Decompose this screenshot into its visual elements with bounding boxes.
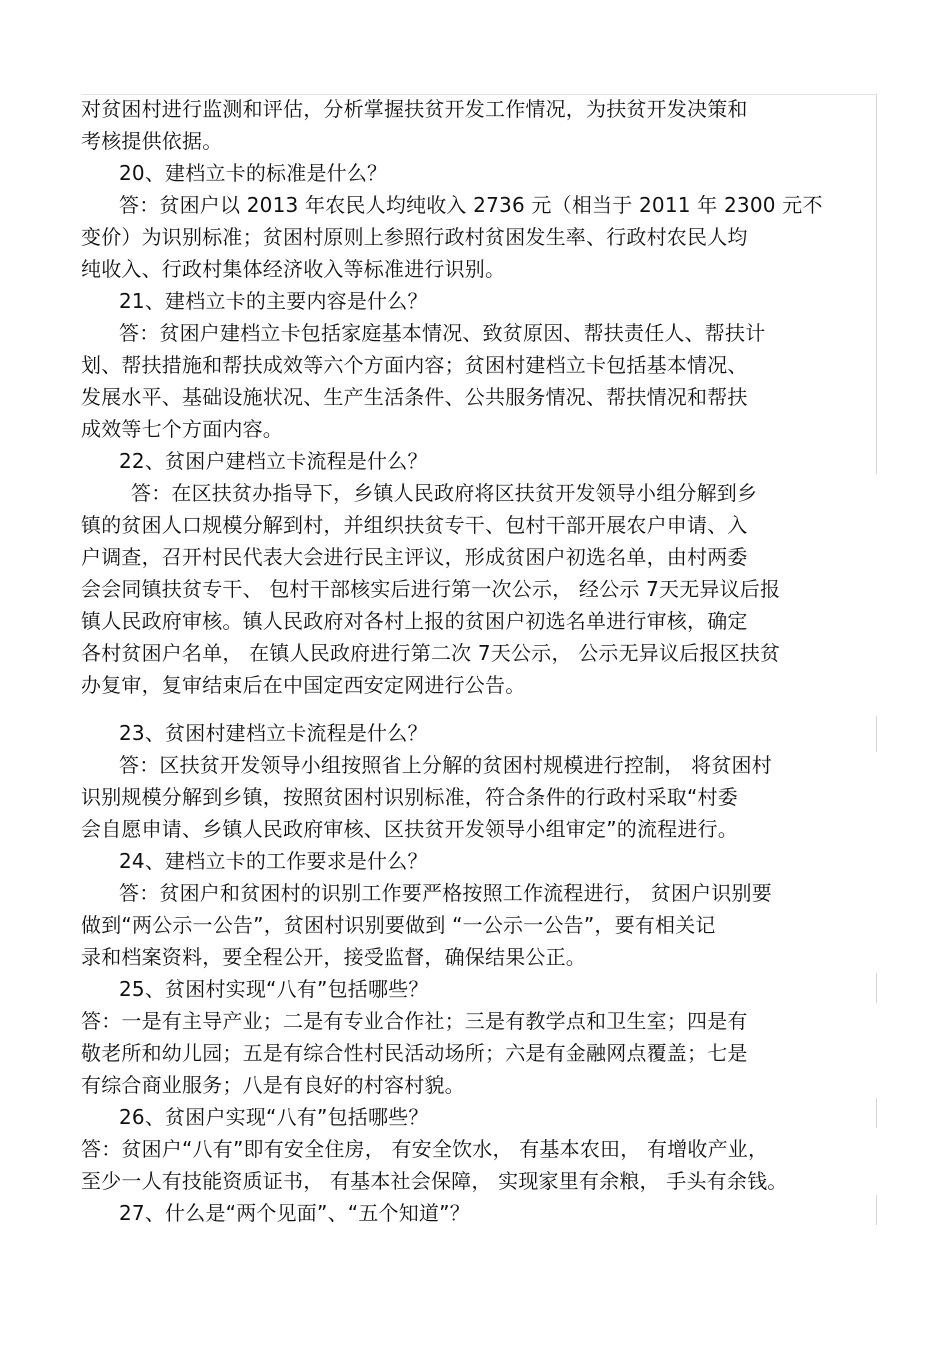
question-23: 23、贫困村建档立卡流程是什么？ bbox=[119, 721, 428, 745]
top-border-line bbox=[81, 94, 877, 95]
right-border-line-3 bbox=[876, 973, 877, 1003]
answer-24-line-1: 答：贫困户和贫困村的识别工作要严格按照工作流程进行， 贫困户识别要 bbox=[119, 881, 772, 905]
answer-21-line-1: 答：贫困户建档立卡包括家庭基本情况、致贫原因、帮扶责任人、帮扶计 bbox=[119, 321, 766, 345]
answer-20-line-3: 纯收入、行政村集体经济收入等标准进行识别。 bbox=[81, 257, 506, 281]
answer-21-line-4: 成效等七个方面内容。 bbox=[81, 417, 283, 441]
answer-24-line-2: 做到“两公示一公告”，贫困村识别要做到 “一公示一公告”，要有相关记 bbox=[81, 913, 716, 937]
right-border-line-1 bbox=[876, 94, 877, 474]
text-line-2: 考核提供依据。 bbox=[81, 129, 223, 153]
answer-20-line-1: 答：贫困户以 2013 年农民人均纯收入 2736 元（相当于 2011 年 2300 元不 bbox=[119, 193, 823, 217]
text-line-1: 对贫困村进行监测和评估，分析掌握扶贫开发工作情况，为扶贫开发决策和 bbox=[81, 97, 748, 121]
answer-21-line-3: 发展水平、基础设施状况、生产生活条件、公共服务情况、帮扶情况和帮扶 bbox=[81, 385, 748, 409]
question-22: 22、贫困户建档立卡流程是什么？ bbox=[119, 449, 428, 473]
answer-25-line-1: 答：一是有主导产业；二是有专业合作社；三是有教学点和卫生室；四是有 bbox=[81, 1009, 748, 1033]
answer-23-line-3: 会自愿申请、乡镇人民政府审核、区扶贫开发领导小组审定”的流程进行。 bbox=[81, 817, 738, 841]
answer-20-line-2: 变价）为识别标准；贫困村原则上参照行政村贫困发生率、行政村农民人均 bbox=[81, 225, 748, 249]
question-24: 24、建档立卡的工作要求是什么？ bbox=[119, 849, 428, 873]
question-21: 21、建档立卡的主要内容是什么？ bbox=[119, 289, 428, 313]
answer-22-line-2: 镇的贫困人口规模分解到村，并组织扶贫专干、包村干部开展农户申请、入 bbox=[81, 513, 748, 537]
answer-22-line-7: 办复审，复审结束后在中国定西安定网进行公告。 bbox=[81, 673, 526, 697]
answer-23-line-1: 答：区扶贫开发领导小组按照省上分解的贫困村规模进行控制， 将贫困村 bbox=[119, 753, 772, 777]
answer-25-line-2: 敬老所和幼儿园；五是有综合性村民活动场所；六是有金融网点覆盖；七是 bbox=[81, 1041, 748, 1065]
answer-24-line-3: 录和档案资料，要全程公开，接受监督，确保结果公正。 bbox=[81, 945, 586, 969]
answer-22-line-5: 镇人民政府审核。镇人民政府对各村上报的贫困户初选名单进行审核，确定 bbox=[81, 609, 748, 633]
question-25: 25、贫困村实现“八有”包括哪些？ bbox=[119, 977, 429, 1001]
answer-23-line-2: 识别规模分解到乡镇，按照贫困村识别标准，符合条件的行政村采取“村委 bbox=[81, 785, 738, 809]
answer-22-line-1: 答：在区扶贫办指导下，乡镇人民政府将区扶贫开发领导小组分解到乡 bbox=[131, 481, 758, 505]
answer-22-line-6: 各村贫困户名单， 在镇人民政府进行第二次 7天公示， 公示无异议后报区扶贫 bbox=[81, 641, 781, 665]
answer-21-line-2: 划、帮扶措施和帮扶成效等六个方面内容；贫困村建档立卡包括基本情况、 bbox=[81, 353, 748, 377]
answer-22-line-4: 会会同镇扶贫专干、 包村干部核实后进行第一次公示， 经公示 7天无异议后报 bbox=[81, 577, 781, 601]
answer-22-line-3: 户调查，召开村民代表大会进行民主评议，形成贫困户初选名单，由村两委 bbox=[81, 545, 748, 569]
question-27: 27、什么是“两个见面”、“五个知道”？ bbox=[119, 1201, 470, 1225]
right-border-line-5 bbox=[876, 1195, 877, 1225]
question-20: 20、建档立卡的标准是什么？ bbox=[119, 161, 388, 185]
answer-26-line-2: 至少一人有技能资质证书， 有基本社会保障， 实现家里有余粮， 手头有余钱。 bbox=[81, 1169, 788, 1193]
question-26: 26、贫困户实现“八有”包括哪些？ bbox=[119, 1105, 429, 1129]
answer-26-line-1: 答：贫困户“八有”即有安全住房， 有安全饮水， 有基本农田， 有增收产业， bbox=[81, 1137, 769, 1161]
right-border-line-4 bbox=[876, 1098, 877, 1128]
answer-25-line-3: 有综合商业服务；八是有良好的村容村貌。 bbox=[81, 1073, 465, 1097]
right-border-line-2 bbox=[876, 716, 877, 752]
